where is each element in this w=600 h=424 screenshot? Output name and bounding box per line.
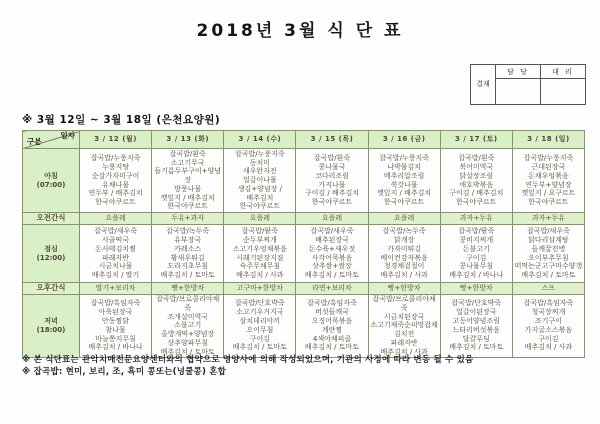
row-label [23, 225, 80, 283]
menu-table-body [23, 131, 585, 358]
menu-cell [80, 283, 152, 295]
menu-item: 요플레 [105, 214, 126, 223]
menu-item: 잡곡밥/녹두죽 [166, 227, 210, 236]
menu-item: 배추김치 / 사과 [236, 271, 284, 280]
menu-cell [296, 149, 368, 213]
meal-name: 저녁 [44, 316, 58, 325]
menu-item: 돈사태김치찜 [95, 244, 136, 253]
menu-item: 과자+두유 [531, 214, 565, 223]
menu-cell [512, 225, 584, 283]
menu-item: 애호박볶음 [459, 180, 494, 189]
menu-item: 연두부+양념장 [525, 180, 572, 189]
menu-item: 소불고기 [174, 321, 202, 330]
meal-name: 아침 [44, 171, 58, 180]
menu-item: 잡곡밥/누룽지죽 [90, 154, 141, 163]
menu-item: 소고기우엉채볶음 [232, 244, 287, 253]
menu-cell [440, 213, 512, 225]
menu-item: 떠먹는군고구마수양갱 [514, 262, 583, 271]
date-header: 3 / 18 (일) [512, 131, 584, 149]
menu-cell [80, 149, 152, 213]
menu-item: 상추양파무침 [167, 338, 208, 347]
menu-cell [152, 225, 224, 283]
approval-sign-cell [541, 79, 586, 105]
footnotes [22, 355, 592, 378]
menu-item: 배추김치 / 바나나 [449, 271, 504, 280]
menu-item: 버섯들깨국 [315, 308, 349, 317]
date-header: 3 / 15 (목) [296, 131, 368, 149]
menu-item: 상추쌈+쌈장 [312, 262, 352, 271]
approval-box [470, 64, 586, 105]
menu-item: 도라지초무침 [167, 262, 208, 271]
menu-cell [440, 283, 512, 295]
menu-item: 요플레 [321, 214, 343, 223]
approval-label: 결재 [471, 65, 496, 105]
menu-cell [368, 295, 440, 358]
menu-cell [512, 283, 584, 295]
menu-item: 라면+보리차 [312, 284, 352, 293]
date-header: 3 / 14 (수) [224, 131, 296, 149]
menu-item: 돈채우엉볶음 [528, 171, 569, 180]
menu-item: 새우완자전 [242, 167, 277, 176]
menu-cell [296, 283, 368, 295]
menu-item: 코다리조림 [315, 171, 349, 180]
menu-cell [152, 295, 224, 358]
menu-item: 구이김 [249, 334, 270, 343]
menu-item: 배추된장국 [315, 235, 349, 244]
menu-item: 베이컨감자볶음 [380, 253, 428, 262]
menu-cell [80, 295, 152, 358]
menu-item: 달걀푸딩 [462, 334, 490, 343]
menu-item: 깻잎지 / 배추김치 [377, 189, 432, 198]
menu-cell [224, 213, 296, 225]
menu-item: 파래자반 [390, 338, 418, 347]
menu-cell [224, 283, 296, 295]
menu-item: 배추김치 / 토마토 [304, 271, 360, 280]
menu-item: 과자+두유 [459, 214, 493, 223]
menu-item: 잡곡밥/흰죽 [169, 149, 206, 158]
menu-item: 가자미튀김 [387, 244, 422, 253]
menu-item: 배추김치 / 토마토 [521, 271, 576, 280]
menu-item: 두유+과자 [171, 214, 205, 223]
menu-item: 구이김 / 배추김치 [449, 189, 504, 198]
menu-item: 황새우튀김 [170, 253, 205, 262]
menu-item: 배추김치 / 사과 [380, 347, 428, 356]
corner-label-date: 일자 [60, 131, 75, 140]
week-range-subtitle: ※ 3월 12일 ~ 3월 18일 (은천요양원) [22, 114, 221, 126]
menu-item: 잡곡밥/단호박죽 [451, 299, 502, 308]
menu-item: 구이김 [466, 253, 487, 262]
menu-item: 구이김 [538, 334, 559, 343]
menu-item: 잡곡밥/흑임자죽 [90, 299, 141, 308]
menu-item: 구이김 / 배추김치 [304, 189, 360, 198]
menu-item: 배추김치 / 딸기 [91, 271, 140, 280]
meal-name: 오후간식 [36, 283, 66, 293]
menu-item: 순살가자미구이 [91, 171, 140, 180]
date-header: 3 / 17 (토) [440, 131, 512, 149]
menu-item: 들깨꿀전병 [531, 244, 566, 253]
menu-item: 시금치나물 [98, 262, 133, 271]
date-header: 3 / 16 (금) [368, 131, 440, 149]
menu-item: 아욱된장국 [98, 308, 133, 317]
menu-item: 닭다리삼계탕 [528, 235, 569, 244]
menu-cell [224, 149, 296, 213]
menu-item: 배추김치 / 사과 [524, 343, 573, 352]
menu-item: 삼치데리야끼 [239, 316, 281, 325]
menu-item: 느타리버섯볶음 [452, 325, 500, 334]
menu-row-오후간식 [23, 283, 585, 295]
menu-item: 한국야쿠르트 [528, 198, 569, 207]
meal-time: (12:00) [36, 253, 66, 262]
meal-time: (07:00) [36, 180, 66, 189]
menu-item: 조기구이 [534, 316, 562, 325]
menu-cell [224, 295, 296, 358]
corner-cell [23, 131, 80, 149]
menu-item: 잡곡밥/흰죽 [458, 154, 495, 163]
menu-item: 잡곡밥/새우죽 [310, 227, 354, 236]
menu-item: 쑥갓나물 [390, 180, 418, 189]
menu-cell [296, 213, 368, 225]
row-label [23, 149, 80, 213]
menu-item: 근대된장국 [531, 162, 566, 171]
menu-item: 잡곡밥/팥죽 [241, 227, 278, 236]
menu-item: 오이부추무침 [528, 253, 569, 262]
approval-col-daeri: 대 리 [541, 65, 586, 79]
menu-item: 들기름두부구이+양념장 [154, 167, 222, 185]
menu-item: 방풍나물 [174, 184, 202, 193]
row-label [23, 213, 80, 225]
menu-cell [512, 295, 584, 358]
menu-item: 빵+한방차 [459, 284, 493, 293]
row-label [23, 283, 80, 295]
menu-item: 한국야쿠르트 [311, 198, 353, 207]
menu-item: 잡곡밥/누룽지죽 [523, 154, 574, 163]
menu-item: 스프 [541, 284, 556, 293]
menu-cell [368, 149, 440, 213]
menu-item: 배추김치 / 토마토 [232, 343, 287, 352]
menu-cell [440, 149, 512, 213]
menu-item: 배추김치 / 토마토 [160, 271, 215, 280]
menu-item: 올방개떡+양념장 [161, 330, 215, 339]
menu-item: 돈불고기 [462, 244, 490, 253]
menu-item: 카레소스 [174, 244, 202, 253]
menu-item: 잡곡밥/누룽지죽 [235, 149, 285, 158]
menu-item: 한국야쿠르트 [455, 198, 497, 207]
menu-item: 잡곡밥/브로콜리야채죽 [372, 295, 436, 312]
meal-name: 점심 [44, 244, 58, 253]
menu-item: 콩나물국 [318, 162, 346, 171]
menu-item: 돈수육+새우젓 [308, 244, 356, 253]
menu-item: 잡곡밥/흑임자죽 [307, 299, 357, 308]
menu-cell [296, 225, 368, 283]
header-row [23, 131, 585, 149]
corner-label-category: 구분 [27, 137, 42, 147]
approval-col-damdang: 담 당 [496, 65, 541, 79]
menu-item: 딸기+보리차 [95, 284, 136, 293]
menu-item: 계란찜 [321, 325, 343, 334]
menu-item: 깻잎지 / 배추김치 [160, 193, 215, 202]
page-title: 2018년 3월 식 단 표 [196, 21, 404, 41]
menu-cell [440, 295, 512, 358]
menu-cell [152, 213, 224, 225]
menu-item: 순두부찌개 [242, 235, 277, 244]
menu-item: 유부장국 [174, 235, 202, 244]
menu-row-아침 [23, 149, 585, 213]
menu-item: 한국야쿠르트 [383, 198, 425, 207]
menu-item: 오징어묵볶음 [311, 316, 353, 325]
menu-item: 사골떡국 [102, 235, 130, 244]
menu-row-저녁 [23, 295, 585, 358]
menu-item: 4색야채피클 [312, 334, 352, 343]
menu-item: 잡곡밥/누룽지죽 [379, 154, 429, 163]
menu-item: 잡곡밥/단호박죽 [235, 299, 285, 308]
menu-item: 나박물김치 [387, 162, 422, 171]
menu-item: 고등어양념조림 [452, 316, 500, 325]
menu-item: 잡곡밥/브로콜리야채죽 [156, 295, 220, 312]
footnote-source: ※ 본 식단표는 관악치매전문요양센터와의 협약으로 영양사에 의해 작성되었으며, 기관의 사정에 따라 변동 될 수 있음 [22, 355, 474, 365]
menu-item: 한국야쿠르트 [167, 202, 208, 211]
row-label [23, 295, 80, 358]
menu-item: 잡곡밥/흰죽 [313, 154, 351, 163]
menu-item: 안동찜닭 [102, 316, 130, 325]
menu-cell [512, 213, 584, 225]
menu-item: 배추김치 [246, 193, 274, 202]
menu-item: 파래자반 [102, 253, 130, 262]
menu-cell [368, 225, 440, 283]
menu-item: 콩비지찌개 [459, 235, 494, 244]
menu-item: 요플레 [393, 214, 415, 223]
menu-item: 누룽지탕 [102, 162, 130, 171]
menu-item: 잡곡밥/녹두죽 [382, 227, 426, 236]
menu-cell [80, 225, 152, 283]
menu-item: 배추김치 / 토마토 [304, 343, 360, 352]
menu-item: 빵+한방차 [387, 284, 421, 293]
menu-item: 소고기우거지국 [236, 308, 284, 317]
menu-item: 배추김치 / 바나나 [88, 343, 143, 352]
menu-item: 잡곡밥/새우죽 [94, 227, 138, 236]
menu-item: 소고기채죽순피망잡채 [370, 321, 438, 330]
menu-item: 고구마+한방차 [236, 284, 284, 293]
menu-item: 닭개장 [393, 235, 415, 244]
menu-item: 요플레 [249, 214, 270, 223]
menu-item: 얼갈이된장국 [455, 308, 497, 317]
menu-cell [152, 283, 224, 295]
meal-name: 오전간식 [36, 213, 66, 223]
menu-cell [512, 149, 584, 213]
menu-item: 콩나물무침 [459, 262, 494, 271]
menu-item: 숙주무채무침 [239, 262, 281, 271]
menu-row-오전간식 [23, 213, 585, 225]
menu-item: 마늘쫑지무침 [95, 334, 136, 343]
menu-item: 배추김치 / 토마토 [160, 347, 215, 356]
footnote-grain: ※ 잡곡밥: 현미, 보리, 조, 흑미 콩또는(넝쿨콩) 혼합 [22, 366, 227, 377]
menu-item: 소고기무국 [170, 158, 205, 167]
menu-item: 김치전 [393, 330, 415, 339]
menu-item: 잡곡밥/팥죽 [458, 227, 495, 236]
menu-cell [152, 149, 224, 213]
menu-item: 유채나물 [102, 180, 130, 189]
menu-row-점심 [23, 225, 585, 283]
menu-item: 참나물 [105, 325, 126, 334]
menu-item: 시금치된장국 [383, 312, 425, 321]
menu-item: 사각어묵볶음 [311, 253, 353, 262]
menu-item: 오이무침 [246, 325, 274, 334]
menu-item: 가지굴소스볶음 [524, 325, 573, 334]
menu-item: 북어미역국 [459, 162, 494, 171]
menu-cell [296, 295, 368, 358]
meal-time: (18:00) [36, 325, 66, 334]
menu-cell [440, 225, 512, 283]
menu-item: 배추김치 / 사과 [380, 271, 428, 280]
menu-item: 가지나물 [318, 180, 346, 189]
date-header: 3 / 13 (화) [152, 131, 224, 149]
date-header: 3 / 12 (월) [80, 131, 152, 149]
menu-item: 생김+양념장 / [237, 184, 282, 193]
menu-item: 빵+한방차 [171, 284, 205, 293]
menu-item: 잡곡밥/새우죽 [526, 227, 570, 236]
menu-cell [368, 283, 440, 295]
menu-item: 시래기된장지짐 [236, 253, 284, 262]
menu-item: 연두부 / 배추김치 [88, 189, 143, 198]
menu-item: 메추리알조림 [383, 171, 425, 180]
menu-item: 닭살장조림 [459, 171, 494, 180]
menu-item: 동치미 [249, 158, 270, 167]
menu-item: 한국야쿠르트 [95, 198, 136, 207]
menu-cell [224, 225, 296, 283]
menu-table [22, 130, 585, 358]
menu-item: 깻잎지 / 요구르트 [521, 189, 576, 198]
menu-item: 조개살미역국 [167, 312, 208, 321]
approval-sign-cell [496, 79, 541, 105]
menu-cell [80, 213, 152, 225]
menu-item: 얼갈이나물 [242, 176, 277, 185]
menu-cell [368, 213, 440, 225]
menu-item: 청경채겉절이 [383, 262, 425, 271]
menu-item: 청국장찌개 [531, 308, 566, 317]
menu-item: 한국야쿠르트 [239, 202, 281, 211]
menu-item: 잡곡밥/흑임자죽 [523, 299, 574, 308]
menu-item: 배추김치 / 토마토 [449, 343, 504, 352]
